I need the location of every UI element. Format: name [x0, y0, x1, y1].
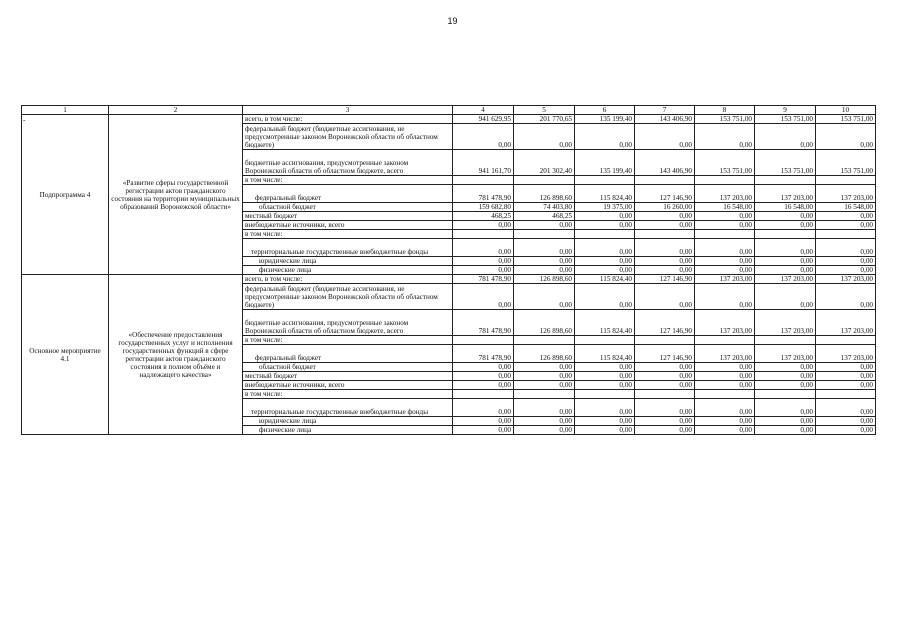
- funding-source-label: в том числе:: [243, 336, 453, 345]
- program-description: «Развитие сферы государственной регистрации актов гражданского состояния на территории муниципальных образований Воронежской области»: [109, 115, 243, 275]
- amount-cell: 0,00: [816, 399, 876, 417]
- amount-cell: 115 824,40: [575, 275, 635, 284]
- amount-cell: 0,00: [635, 239, 695, 257]
- table-row: [22, 275, 876, 284]
- amount-cell: 0,00: [755, 124, 816, 150]
- amount-cell: 0,00: [453, 239, 514, 257]
- amount-cell: 137 203,00: [695, 310, 755, 336]
- amount-cell: 137 203,00: [695, 275, 755, 284]
- amount-cell: 137 203,00: [755, 345, 816, 363]
- amount-cell: 0,00: [816, 257, 876, 266]
- amount-cell: 0,00: [755, 426, 816, 435]
- amount-cell: 126 898,60: [514, 185, 575, 203]
- funding-source-label: бюджетные ассигнования, предусмотренные законом Воронежской области об областном бюджете, всего: [243, 150, 453, 176]
- amount-cell: 201 770,65: [514, 115, 575, 124]
- amount-cell: 0,00: [635, 426, 695, 435]
- amount-cell: 135 199,40: [575, 115, 635, 124]
- amount-cell: 0,00: [695, 372, 755, 381]
- amount-cell: [514, 336, 575, 345]
- header-cell: 7: [635, 106, 695, 115]
- amount-cell: 127 146,90: [635, 185, 695, 203]
- amount-cell: [514, 230, 575, 239]
- amount-cell: [453, 390, 514, 399]
- amount-cell: 0,00: [635, 221, 695, 230]
- amount-cell: 941 629,95: [453, 115, 514, 124]
- funding-source-label: территориальные государственные внебюджетные фонды: [243, 399, 453, 417]
- amount-cell: [816, 336, 876, 345]
- amount-cell: [575, 390, 635, 399]
- amount-cell: 781 478,90: [453, 345, 514, 363]
- amount-cell: 143 406,90: [635, 150, 695, 176]
- amount-cell: 137 203,00: [755, 275, 816, 284]
- amount-cell: 0,00: [816, 284, 876, 310]
- amount-cell: 781 478,90: [453, 310, 514, 336]
- amount-cell: 0,00: [453, 399, 514, 417]
- amount-cell: 115 824,40: [575, 185, 635, 203]
- page-number: 19: [447, 16, 458, 26]
- amount-cell: 0,00: [514, 266, 575, 275]
- amount-cell: 0,00: [514, 257, 575, 266]
- amount-cell: 137 203,00: [816, 275, 876, 284]
- amount-cell: 0,00: [453, 372, 514, 381]
- amount-cell: 0,00: [755, 266, 816, 275]
- header-cell: 1: [22, 106, 109, 115]
- amount-cell: [755, 230, 816, 239]
- amount-cell: [575, 176, 635, 185]
- amount-cell: 0,00: [816, 372, 876, 381]
- amount-cell: 0,00: [575, 212, 635, 221]
- amount-cell: [453, 336, 514, 345]
- amount-cell: 0,00: [816, 426, 876, 435]
- amount-cell: 0,00: [575, 239, 635, 257]
- table-row: [22, 115, 876, 124]
- header-cell: 6: [575, 106, 635, 115]
- row-marker: -: [23, 116, 26, 124]
- amount-cell: 0,00: [453, 221, 514, 230]
- amount-cell: 0,00: [695, 239, 755, 257]
- amount-cell: 126 898,60: [514, 310, 575, 336]
- amount-cell: 0,00: [453, 266, 514, 275]
- amount-cell: 0,00: [635, 399, 695, 417]
- funding-source-label: федеральный бюджет: [243, 345, 453, 363]
- header-cell: 10: [816, 106, 876, 115]
- amount-cell: 0,00: [755, 399, 816, 417]
- program-cell: [22, 115, 109, 275]
- amount-cell: 0,00: [635, 372, 695, 381]
- amount-cell: 0,00: [514, 417, 575, 426]
- amount-cell: 0,00: [695, 399, 755, 417]
- amount-cell: 0,00: [514, 399, 575, 417]
- funding-source-label: федеральный бюджет (бюджетные ассигнования, не предусмотренные законом Воронежской области об областном бюджете): [243, 284, 453, 310]
- amount-cell: [514, 176, 575, 185]
- amount-cell: 0,00: [514, 221, 575, 230]
- amount-cell: [755, 176, 816, 185]
- amount-cell: 0,00: [755, 257, 816, 266]
- amount-cell: [816, 390, 876, 399]
- amount-cell: 0,00: [695, 257, 755, 266]
- amount-cell: 0,00: [695, 284, 755, 310]
- amount-cell: 0,00: [816, 266, 876, 275]
- amount-cell: 16 548,00: [695, 203, 755, 212]
- amount-cell: [453, 176, 514, 185]
- amount-cell: [695, 336, 755, 345]
- amount-cell: 0,00: [695, 363, 755, 372]
- amount-cell: 115 824,40: [575, 310, 635, 336]
- funding-source-label: бюджетные ассигнования, предусмотренные законом Воронежской области об областном бюджете, всего: [243, 310, 453, 336]
- amount-cell: 115 824,40: [575, 345, 635, 363]
- amount-cell: 0,00: [575, 284, 635, 310]
- amount-cell: 137 203,00: [816, 185, 876, 203]
- program-cell: [22, 275, 109, 435]
- amount-cell: 153 751,00: [755, 150, 816, 176]
- amount-cell: 201 302,40: [514, 150, 575, 176]
- amount-cell: 0,00: [816, 381, 876, 390]
- funding-source-label: всего, в том числе:: [243, 115, 453, 124]
- funding-source-label: местный бюджет: [243, 372, 453, 381]
- amount-cell: [635, 336, 695, 345]
- amount-cell: 0,00: [514, 381, 575, 390]
- amount-cell: 0,00: [635, 212, 695, 221]
- amount-cell: [575, 230, 635, 239]
- amount-cell: 0,00: [635, 381, 695, 390]
- amount-cell: [453, 230, 514, 239]
- amount-cell: 0,00: [695, 381, 755, 390]
- amount-cell: 0,00: [575, 124, 635, 150]
- amount-cell: 0,00: [635, 266, 695, 275]
- amount-cell: 0,00: [453, 363, 514, 372]
- amount-cell: 0,00: [453, 284, 514, 310]
- amount-cell: 0,00: [695, 266, 755, 275]
- amount-cell: [755, 390, 816, 399]
- amount-cell: 153 751,00: [755, 115, 816, 124]
- amount-cell: 0,00: [695, 124, 755, 150]
- header-cell: 3: [243, 106, 453, 115]
- amount-cell: 16 548,00: [755, 203, 816, 212]
- funding-source-label: внебюджетные источники, всего: [243, 221, 453, 230]
- amount-cell: 143 406,90: [635, 115, 695, 124]
- amount-cell: 74 403,80: [514, 203, 575, 212]
- program-name: Подпрограмма 4: [39, 190, 91, 199]
- amount-cell: 0,00: [453, 381, 514, 390]
- amount-cell: 16 260,00: [635, 203, 695, 212]
- header-cell: 5: [514, 106, 575, 115]
- header-cell: 4: [453, 106, 514, 115]
- amount-cell: 159 682,80: [453, 203, 514, 212]
- amount-cell: [635, 176, 695, 185]
- amount-cell: 0,00: [575, 221, 635, 230]
- amount-cell: 0,00: [635, 417, 695, 426]
- amount-cell: 0,00: [453, 426, 514, 435]
- funding-source-label: областной бюджет: [243, 203, 453, 212]
- amount-cell: 468,25: [453, 212, 514, 221]
- amount-cell: 0,00: [514, 284, 575, 310]
- amount-cell: [816, 176, 876, 185]
- amount-cell: 0,00: [755, 239, 816, 257]
- amount-cell: 0,00: [575, 426, 635, 435]
- amount-cell: 137 203,00: [695, 345, 755, 363]
- amount-cell: 0,00: [575, 266, 635, 275]
- header-cell: 8: [695, 106, 755, 115]
- amount-cell: 0,00: [816, 239, 876, 257]
- funding-source-label: местный бюджет: [243, 212, 453, 221]
- funding-source-label: территориальные государственные внебюджетные фонды: [243, 239, 453, 257]
- amount-cell: 0,00: [514, 363, 575, 372]
- amount-cell: 0,00: [755, 417, 816, 426]
- amount-cell: 0,00: [755, 221, 816, 230]
- funding-source-label: федеральный бюджет: [243, 185, 453, 203]
- amount-cell: 0,00: [755, 212, 816, 221]
- amount-cell: [755, 336, 816, 345]
- amount-cell: 19 375,00: [575, 203, 635, 212]
- amount-cell: 137 203,00: [816, 345, 876, 363]
- amount-cell: [695, 230, 755, 239]
- amount-cell: 126 898,60: [514, 345, 575, 363]
- header-cell: 9: [755, 106, 816, 115]
- amount-cell: 0,00: [816, 221, 876, 230]
- amount-cell: 0,00: [635, 124, 695, 150]
- amount-cell: 0,00: [695, 417, 755, 426]
- amount-cell: 0,00: [514, 426, 575, 435]
- amount-cell: [635, 390, 695, 399]
- amount-cell: 0,00: [755, 372, 816, 381]
- amount-cell: 0,00: [575, 363, 635, 372]
- funding-source-label: всего, в том числе:: [243, 275, 453, 284]
- header-cell: 2: [109, 106, 243, 115]
- amount-cell: 0,00: [695, 212, 755, 221]
- amount-cell: 135 199,40: [575, 150, 635, 176]
- amount-cell: 16 548,00: [816, 203, 876, 212]
- amount-cell: 126 898,60: [514, 275, 575, 284]
- funding-source-label: юридические лица: [243, 257, 453, 266]
- amount-cell: 0,00: [453, 417, 514, 426]
- amount-cell: 137 203,00: [695, 185, 755, 203]
- amount-cell: 127 146,90: [635, 275, 695, 284]
- amount-cell: 0,00: [575, 417, 635, 426]
- amount-cell: [695, 176, 755, 185]
- funding-source-label: внебюджетные источники, всего: [243, 381, 453, 390]
- funding-source-label: в том числе:: [243, 176, 453, 185]
- amount-cell: 127 146,90: [635, 345, 695, 363]
- amount-cell: 0,00: [816, 417, 876, 426]
- amount-cell: 0,00: [575, 257, 635, 266]
- funding-source-label: юридические лица: [243, 417, 453, 426]
- amount-cell: 0,00: [453, 124, 514, 150]
- amount-cell: [635, 230, 695, 239]
- header-row: [22, 106, 876, 115]
- amount-cell: 127 146,90: [635, 310, 695, 336]
- amount-cell: 0,00: [514, 124, 575, 150]
- amount-cell: 781 478,90: [453, 185, 514, 203]
- funding-source-label: физические лица: [243, 266, 453, 275]
- funding-source-label: в том числе:: [243, 230, 453, 239]
- amount-cell: 0,00: [635, 257, 695, 266]
- amount-cell: 0,00: [635, 363, 695, 372]
- amount-cell: 0,00: [514, 239, 575, 257]
- amount-cell: 153 751,00: [695, 115, 755, 124]
- funding-source-label: областной бюджет: [243, 363, 453, 372]
- amount-cell: 781 478,90: [453, 275, 514, 284]
- amount-cell: 0,00: [453, 257, 514, 266]
- amount-cell: 468,25: [514, 212, 575, 221]
- program-description: «Обеспечение предоставления государственных услуг и исполнения государственных функций в сфере регистрации актов гражданского состояния в полном объёме и надлежащего качества»: [109, 275, 243, 435]
- funding-source-label: физические лица: [243, 426, 453, 435]
- amount-cell: 137 203,00: [755, 310, 816, 336]
- amount-cell: 0,00: [755, 363, 816, 372]
- amount-cell: 0,00: [816, 212, 876, 221]
- amount-cell: 941 161,70: [453, 150, 514, 176]
- amount-cell: 0,00: [575, 372, 635, 381]
- funding-source-label: федеральный бюджет (бюджетные ассигнования, не предусмотренные законом Воронежской области об областном бюджете): [243, 124, 453, 150]
- amount-cell: 153 751,00: [816, 150, 876, 176]
- amount-cell: 0,00: [514, 372, 575, 381]
- amount-cell: [695, 390, 755, 399]
- amount-cell: 0,00: [755, 284, 816, 310]
- program-name: Основное мероприятие 4.1: [29, 346, 101, 363]
- amount-cell: 0,00: [575, 399, 635, 417]
- amount-cell: 0,00: [695, 426, 755, 435]
- amount-cell: 0,00: [816, 124, 876, 150]
- budget-table: [21, 105, 876, 435]
- amount-cell: 0,00: [635, 284, 695, 310]
- amount-cell: 137 203,00: [755, 185, 816, 203]
- amount-cell: 137 203,00: [816, 310, 876, 336]
- amount-cell: 153 751,00: [816, 115, 876, 124]
- funding-source-label: в том числе:: [243, 390, 453, 399]
- amount-cell: [514, 390, 575, 399]
- amount-cell: [575, 336, 635, 345]
- amount-cell: 0,00: [575, 381, 635, 390]
- amount-cell: 153 751,00: [695, 150, 755, 176]
- amount-cell: 0,00: [755, 381, 816, 390]
- amount-cell: [816, 230, 876, 239]
- amount-cell: 0,00: [695, 221, 755, 230]
- amount-cell: 0,00: [816, 363, 876, 372]
